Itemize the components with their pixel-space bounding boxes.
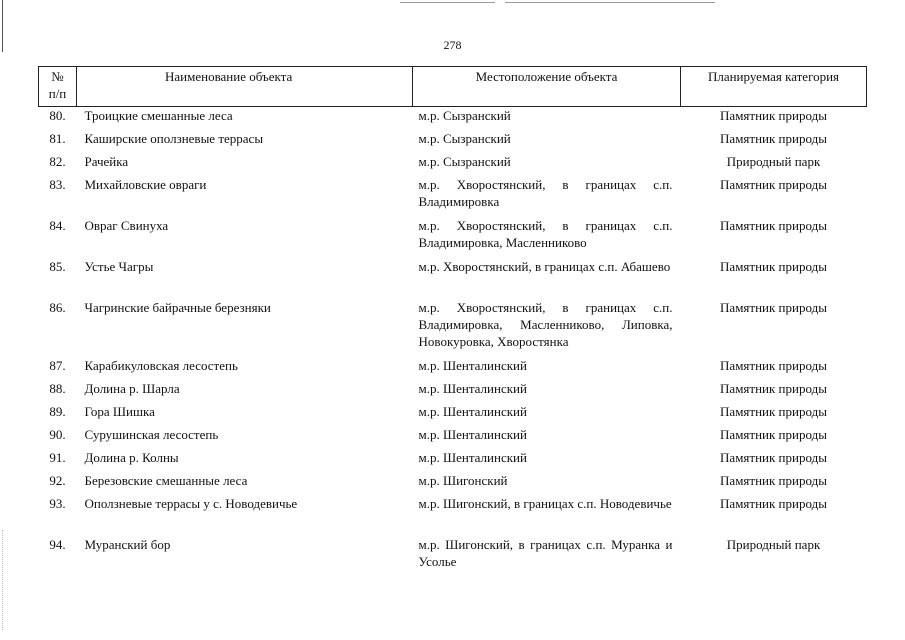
row-name: Михайловские овраги bbox=[84, 176, 207, 192]
table-row bbox=[39, 380, 867, 403]
table-row bbox=[39, 426, 867, 449]
table-row bbox=[39, 130, 867, 153]
row-location: м.р. Сызранский bbox=[418, 153, 511, 169]
row-location: м.р. Шенталинский bbox=[418, 403, 527, 419]
row-number: 84. bbox=[49, 217, 66, 233]
row-location: м.р. Хворостянский, в границах с.п. Абашево bbox=[418, 258, 671, 274]
row-location: м.р. Сызранский bbox=[418, 130, 511, 146]
row-number: 86. bbox=[49, 299, 66, 315]
row-location: м.р. Хворостянский, в границах с.п. Владимировка, Масленниково, Липовка, Новокуровка, Хворостянка bbox=[418, 299, 673, 349]
table-row bbox=[39, 176, 867, 217]
row-location: м.р. Шигонский, в границах с.п. Новодевичье bbox=[418, 495, 672, 511]
row-location: м.р. Сызранский bbox=[418, 108, 511, 123]
row-name: Троицкие смешанные леса bbox=[84, 108, 233, 123]
row-category: Памятник природы bbox=[720, 299, 827, 315]
table-row bbox=[39, 258, 867, 299]
header-number-sub: п/п bbox=[48, 86, 67, 101]
row-category: Памятник природы bbox=[720, 108, 827, 123]
row-number: 89. bbox=[49, 403, 66, 419]
table-row bbox=[39, 357, 867, 380]
row-name: Карабикуловская лесостепь bbox=[84, 357, 238, 373]
row-category: Памятник природы bbox=[720, 449, 827, 465]
row-name: Чагринские байрачные березняки bbox=[84, 299, 271, 315]
row-number: 92. bbox=[49, 472, 66, 488]
row-location: м.р. Шигонский bbox=[418, 472, 508, 488]
row-category: Памятник природы bbox=[720, 176, 827, 192]
table-row bbox=[39, 449, 867, 472]
row-category: Памятник природы bbox=[720, 217, 827, 233]
row-category: Памятник природы bbox=[720, 403, 827, 419]
row-location: м.р. Шенталинский bbox=[418, 357, 527, 373]
row-name: Овраг Свинуха bbox=[84, 217, 169, 233]
row-number: 94. bbox=[49, 536, 66, 552]
row-name: Березовские смешанные леса bbox=[84, 472, 248, 488]
row-location: м.р. Хворостянский, в границах с.п. Владимировка, Масленниково bbox=[418, 217, 673, 250]
table-row bbox=[39, 217, 867, 258]
header-number-sign: № bbox=[51, 69, 64, 84]
row-category: Памятник природы bbox=[720, 495, 827, 511]
row-location: м.р. Шигонский, в границах с.п. Муранка и Усолье bbox=[418, 536, 673, 569]
row-location: м.р. Шенталинский bbox=[418, 380, 527, 396]
table-row bbox=[39, 536, 867, 577]
objects-table bbox=[38, 66, 867, 577]
row-name: Сурушинская лесостепь bbox=[84, 426, 219, 442]
row-name: Рачейка bbox=[84, 153, 129, 169]
row-category: Памятник природы bbox=[720, 258, 827, 274]
row-category: Памятник природы bbox=[720, 130, 827, 146]
row-number: 87. bbox=[49, 357, 66, 373]
row-number: 91. bbox=[49, 449, 66, 465]
row-name: Долина р. Колны bbox=[84, 449, 179, 465]
table-row bbox=[39, 403, 867, 426]
table-row bbox=[39, 107, 867, 130]
row-number: 85. bbox=[49, 258, 66, 274]
header-number bbox=[39, 67, 77, 107]
header-location: Местоположение объекта bbox=[413, 67, 681, 107]
row-number: 80. bbox=[49, 108, 66, 123]
scan-top-line-left bbox=[400, 2, 495, 3]
row-category: Памятник природы bbox=[720, 380, 827, 396]
row-number: 88. bbox=[49, 380, 66, 396]
row-category: Памятник природы bbox=[720, 357, 827, 373]
table-row bbox=[39, 495, 867, 536]
row-name: Оползневые террасы у с. Новодевичье bbox=[84, 495, 298, 511]
row-name: Долина р. Шарла bbox=[84, 380, 180, 396]
row-location: м.р. Шенталинский bbox=[418, 449, 527, 465]
row-category: Природный парк bbox=[726, 153, 821, 169]
row-number: 81. bbox=[49, 130, 66, 146]
row-category: Природный парк bbox=[726, 536, 821, 552]
scan-top-line-right bbox=[505, 2, 715, 3]
row-number: 90. bbox=[49, 426, 66, 442]
row-name: Муранский бор bbox=[84, 536, 171, 552]
row-location: м.р. Хворостянский, в границах с.п. Владимировка bbox=[418, 176, 673, 209]
table-row bbox=[39, 299, 867, 357]
row-number: 83. bbox=[49, 176, 66, 192]
row-name: Каширские оползневые террасы bbox=[84, 130, 264, 146]
row-category: Памятник природы bbox=[720, 472, 827, 488]
header-category: Планируемая категория bbox=[681, 67, 867, 107]
row-name: Гора Шишка bbox=[84, 403, 155, 419]
row-name: Устье Чагры bbox=[84, 258, 154, 274]
table-row bbox=[39, 153, 867, 176]
row-number: 93. bbox=[49, 495, 66, 511]
row-category: Памятник природы bbox=[720, 426, 827, 442]
table-row bbox=[39, 472, 867, 495]
header-name: Наименование объекта bbox=[77, 67, 413, 107]
row-location: м.р. Шенталинский bbox=[418, 426, 527, 442]
row-number: 82. bbox=[49, 153, 66, 169]
scan-left-edge-dots bbox=[2, 530, 3, 630]
table-header-row bbox=[39, 67, 867, 107]
page-number: 278 bbox=[443, 38, 462, 52]
